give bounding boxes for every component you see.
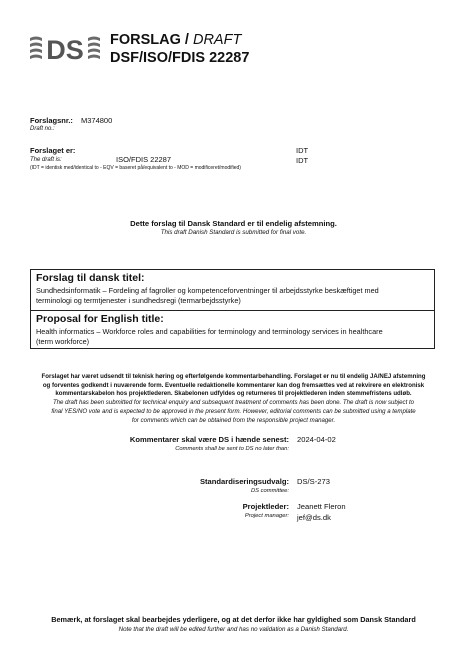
forslagsnr-value: M374800 <box>81 116 113 125</box>
draft-label: DRAFT <box>192 32 242 48</box>
footer-danish: Bemærk, at forslaget skal bearbejdes yderligere, og at det derfor ikke har gyldighed som Dansk Standard <box>51 615 416 624</box>
equivalence-legend: (IDT = identisk med/identical to - EQV = baseret på/equivalent to - MOD = modificeret/modified) <box>30 165 241 171</box>
forslag-label: FORSLAG / <box>110 32 189 48</box>
deadline-value: 2024-04-02 <box>297 435 336 444</box>
logo-text: DS <box>46 35 84 63</box>
english-title-text <box>36 327 431 347</box>
idt-value-1: IDT <box>296 146 309 155</box>
idt-value-2: IDT <box>296 156 309 165</box>
deadline-sub-label: Comments shall be sent to DS no later than: <box>175 446 289 452</box>
document-id: DSF/ISO/FDIS 22287 <box>110 50 250 66</box>
draft-is-value: ISO/FDIS 22287 <box>116 155 172 164</box>
footer-english: Note that the draft will be edited further and has no validation as a Danish Standard. <box>118 626 349 633</box>
danish-title-text <box>36 286 431 306</box>
project-manager-email: jef@ds.dk <box>297 513 331 522</box>
draft-is-label: The draft is: <box>30 157 62 163</box>
project-manager-sub-label: Project manager: <box>244 513 289 519</box>
final-vote-english: This draft Danish Standard is submitted for final vote. <box>160 229 307 236</box>
procedure-notes <box>20 373 447 425</box>
danish-title-heading: Forslag til dansk titel: <box>36 272 145 284</box>
committee-label: Standardiseringsudvalg: <box>199 477 289 486</box>
note-danish-line-3: kommentarskabelon hos projektlederen. Skabelonen udfyldes og returneres til projektlederen inden stemmefristens udløb. <box>55 390 412 398</box>
final-vote-danish: Dette forslag til Dansk Standard er til endelig afstemning. <box>130 219 337 228</box>
note-danish-line-2: og forventes godkendt i nuværende form. Eventuelle redaktionelle kommentarer kan dog fremsættes ved at rekvirere en elektronisk <box>42 381 425 389</box>
note-danish-line-1: Forslaget har været udsendt til teknisk høring og efterfølgende kommentarbehandling. Forslaget er nu til endelig JA/NEJ afstemning <box>41 373 426 380</box>
committee-value: DS/S-273 <box>297 477 330 486</box>
danish-title-line-2: terminologi og termtjenester i sundhedsregi (termarbejdsstyrke) <box>36 296 241 305</box>
title-box-divider <box>30 310 435 311</box>
deadline-label: Kommentarer skal være DS i hænde senest: <box>129 435 289 444</box>
project-manager-name: Jeanett Fleron <box>297 502 346 511</box>
project-manager-label: Projektleder: <box>242 502 289 511</box>
committee-sub-label: DS committee: <box>250 488 289 494</box>
note-english-line-1: The draft has been submitted for technical enquiry and subsequent treatment of comments has been done. The draft is now subject to <box>52 399 415 407</box>
note-english-line-3: for comments which can be obtained from the responsible project manager. <box>131 416 336 424</box>
note-english-line-2: final YES/NO vote and is expected to be approved in the present form. However, editorial comments can be submitted using a template <box>51 407 416 415</box>
header-title <box>110 32 241 48</box>
english-title-heading: Proposal for English title: <box>36 313 164 325</box>
ds-logo <box>30 33 102 63</box>
forslaget-er-label: Forslaget er: <box>30 146 76 155</box>
danish-title-line-1: Sundhedsinformatik – Fordeling af fagroller og kompetenceforventninger til arbejdsstyrke beskæftiget med <box>36 286 379 295</box>
english-title-line-2: (term workforce) <box>36 337 90 346</box>
forslagsnr-label: Forslagsnr.: <box>30 116 73 125</box>
english-title-line-1: Health informatics – Workforce roles and capabilities for terminology and terminology services in healthcare <box>36 327 383 336</box>
draft-no-label: Draft no.: <box>30 126 55 132</box>
